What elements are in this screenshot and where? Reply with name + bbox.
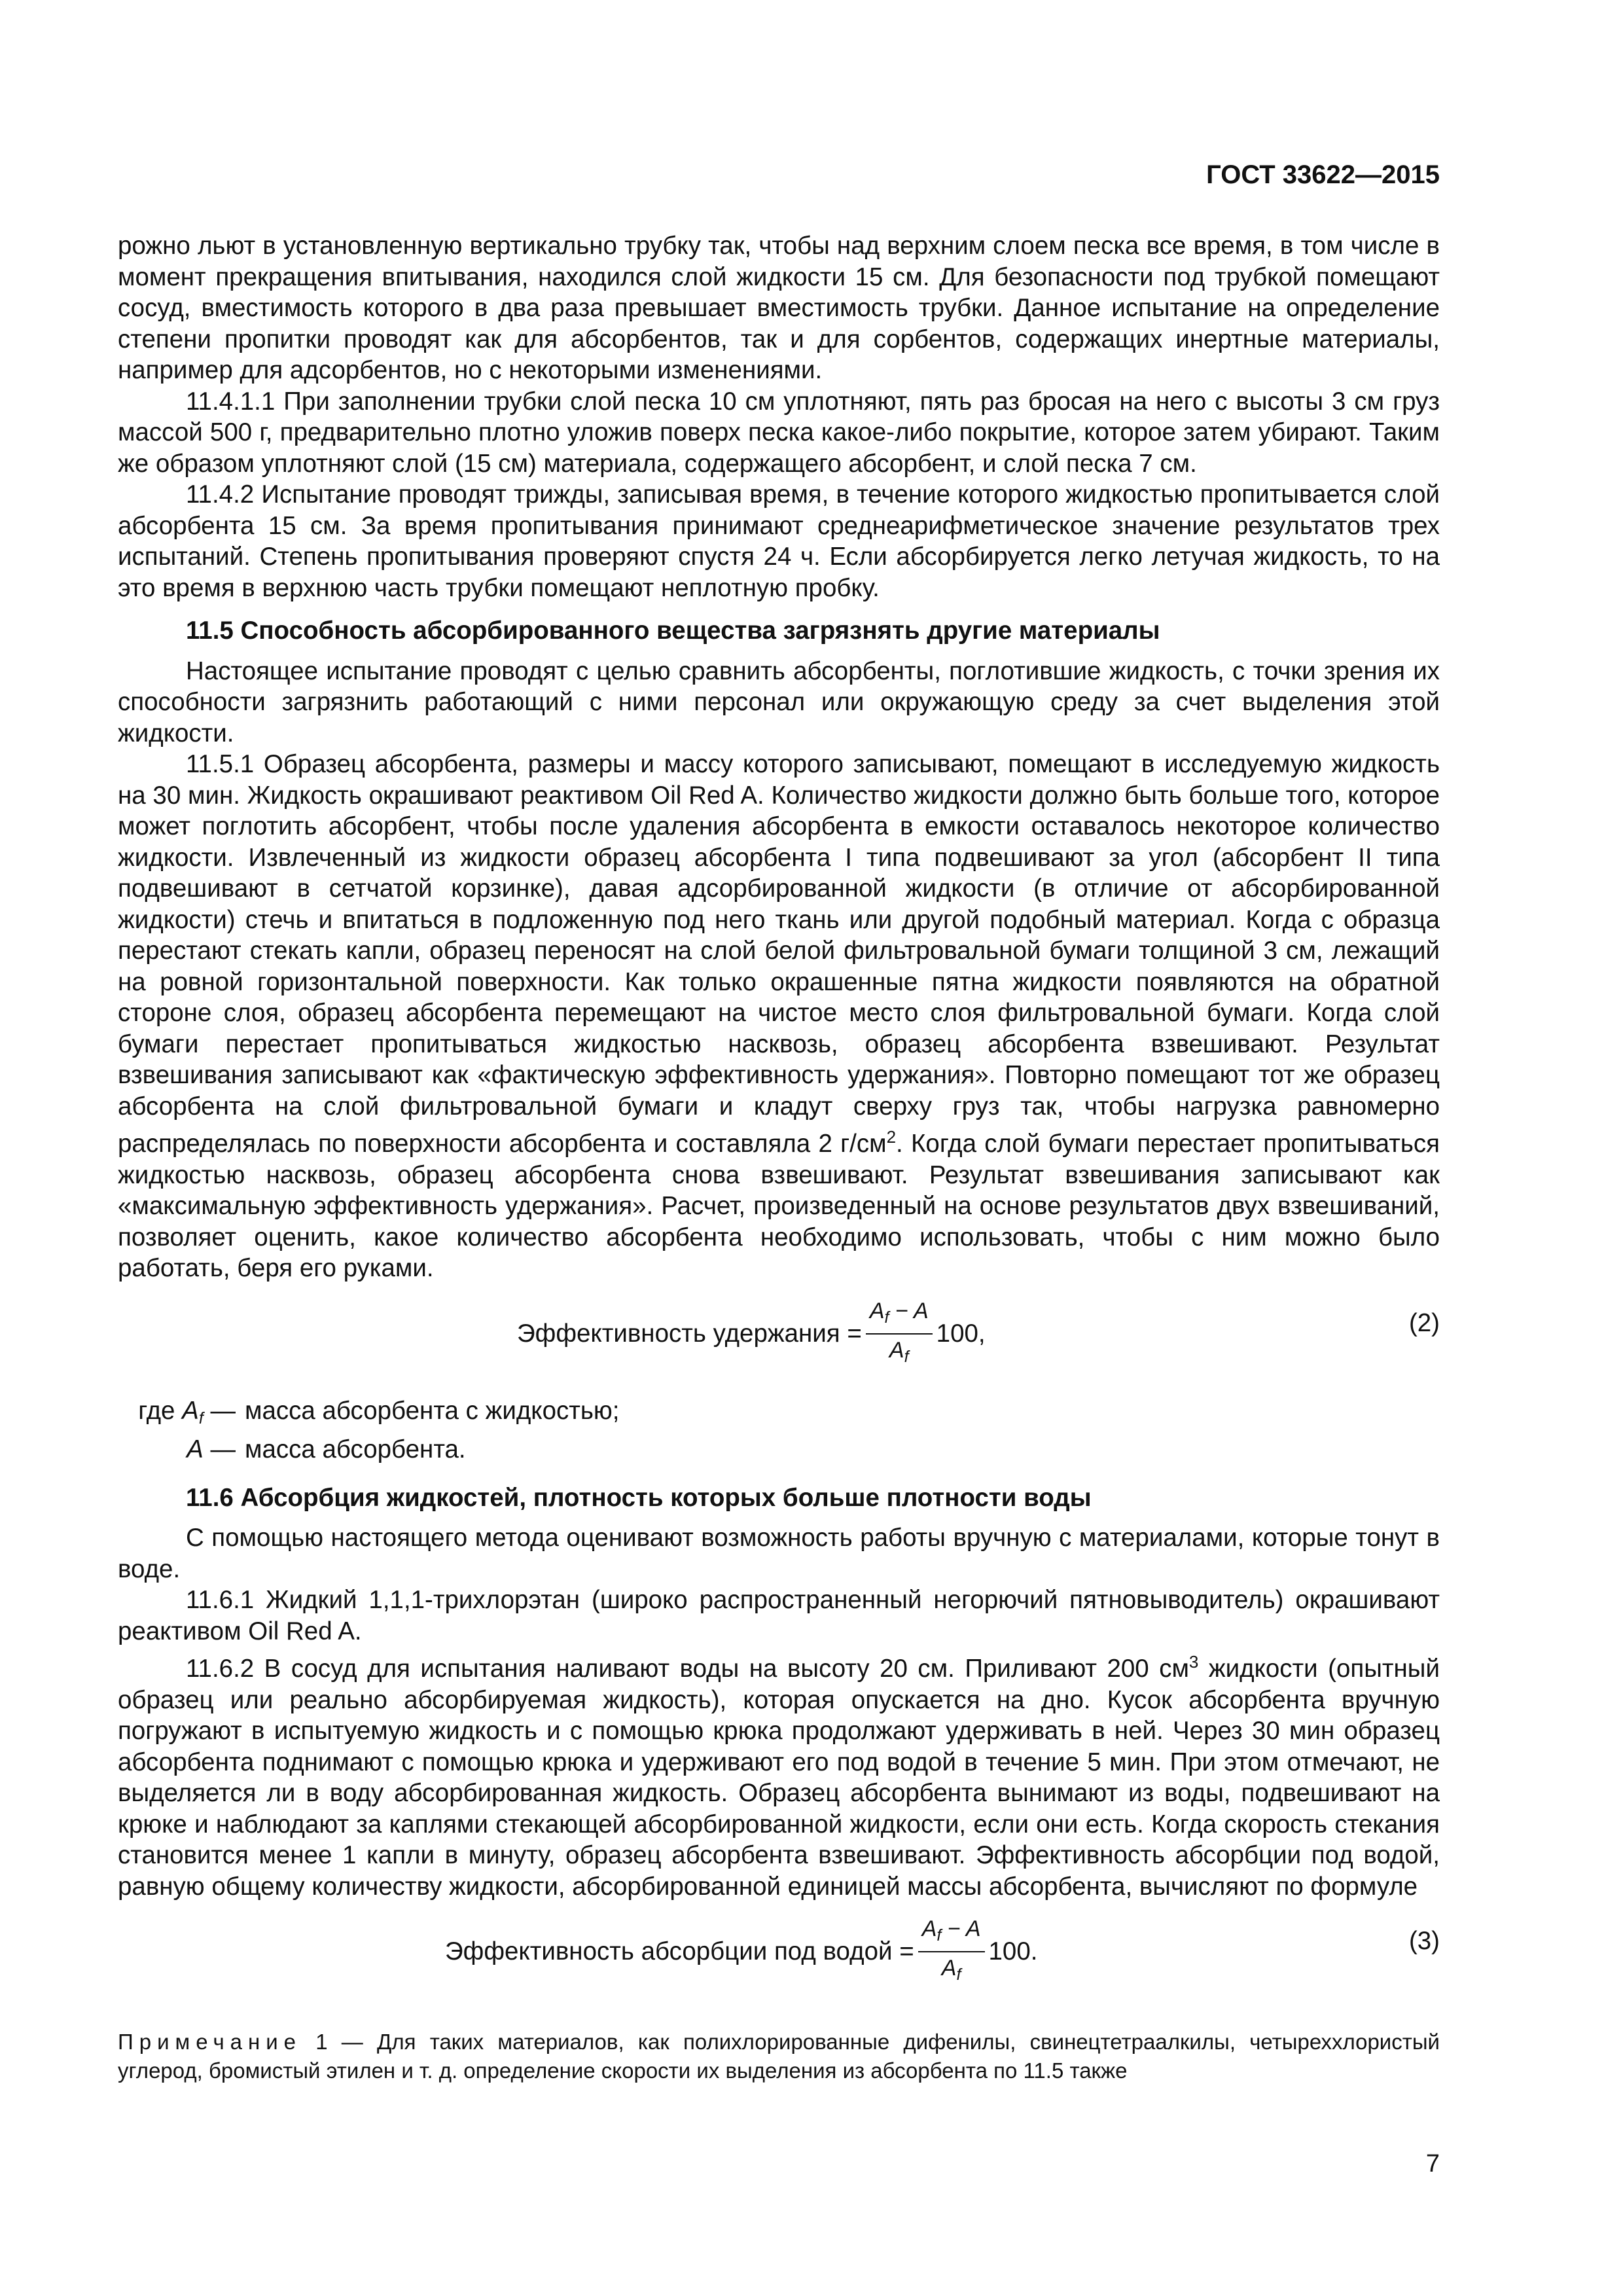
section-heading-11-5: 11.5 Способность абсорбированного вещества загрязнять другие материалы: [186, 617, 1160, 645]
paragraph-11-5-1: [118, 749, 1440, 1284]
formula-2-lhs: Эффективность удержания =: [517, 1319, 862, 1348]
formula-3-fraction: [918, 1916, 985, 1988]
denominator-symbol: A: [889, 1337, 904, 1363]
formula-3-lhs: Эффективность абсорбции под водой =: [445, 1937, 914, 1966]
paragraph-11-6-1: 11.6.1 Жидкий 1,1,1-трихлорэтан (широко распространенный негорючий пятновыводитель) окрашивают реактивом Oil Red A.: [118, 1586, 1440, 1645]
definition-text: масса абсорбента.: [245, 1435, 466, 1463]
formula-3-expression: [445, 1912, 1037, 1991]
numerator-symbol: A: [869, 1298, 885, 1323]
note-text: Для таких материалов, как полихлорированные дифенилы, свинецтетраалкилы, четыреххлористый углерод, бромистый этилен и т. д. определение скорости их выделения из абсорбента по 11.5 также: [118, 2030, 1440, 2083]
formula-3: [118, 1912, 1440, 2004]
definition-row: [118, 1434, 1440, 1465]
formula-3-number: (3): [1408, 1927, 1440, 1955]
denominator-symbol: A: [941, 1956, 957, 1981]
numerator-rest: − A: [889, 1298, 929, 1323]
definition-label: [118, 1395, 245, 1435]
document-number: ГОСТ 33622—2015: [1206, 160, 1440, 189]
definition-label: [118, 1434, 245, 1465]
formula-2: [118, 1295, 1440, 1386]
numerator-subscript: f: [936, 1926, 942, 1945]
paragraph-11-5: Настоящее испытание проводят с целью сравнить абсорбенты, поглотившие жидкость, с точки зрения их способности загрязнить работающий с ними персонал или окружающую среду за счет выделения этой жидкости.: [118, 656, 1440, 747]
formula-2-number: (2): [1408, 1308, 1440, 1337]
note-label: Примечание: [118, 2030, 302, 2054]
section-heading-11-6: 11.6 Абсорбция жидкостей, плотность которых больше плотности воды: [186, 1483, 1092, 1512]
formula-2-numerator: [866, 1298, 933, 1335]
dash: —: [203, 1435, 236, 1463]
paragraph-11-6: С помощью настоящего метода оценивают возможность работы вручную с материалами, которые тонут в воде.: [118, 1524, 1440, 1583]
paragraph-continuation: рожно льют в установленную вертикально трубку так, чтобы над верхним слоем песка все время, в том числе в момент прекращения впитывания, находился слой жидкости 15 см. Для безопасности под трубкой помещают сосуд, вместимость которого в два раза превышает вместимость трубки. Данное испытание на определение степени пропитки проводят как для абсорбентов, так и для сорбентов, содержащих инертные материалы, например для адсорбентов, но с некоторыми изменениями.: [118, 232, 1440, 384]
formula-2-denominator: [889, 1335, 909, 1370]
formula-2-expression: [517, 1295, 986, 1373]
paragraph-11-4-1-1: 11.4.1.1 При заполнении трубки слой песка 10 см уплотняют, пять раз бросая на него с высоты 3 см груз массой 500 г, предварительно плотно уложив поверх песка какое-либо покрытие, которое затем убирают. Таким же образом уплотняют слой (15 см) материала, содержащего абсорбент, и слой песка 7 см.: [118, 387, 1440, 478]
formula-3-numerator: [918, 1916, 985, 1952]
symbol: A: [182, 1396, 199, 1425]
document-body: [118, 230, 1440, 2107]
symbol-subscript: f: [198, 1408, 204, 1427]
paragraph-11-6-2-part-a: 11.6.2 В сосуд для испытания наливают воды на высоту 20 см. Приливают 200 см: [186, 1655, 1189, 1683]
variable-definitions: [118, 1395, 1440, 1465]
numerator-symbol: A: [921, 1916, 937, 1941]
formula-2-fraction: [866, 1298, 933, 1370]
numerator-subscript: f: [884, 1308, 889, 1327]
paragraph-11-4-2: 11.4.2 Испытание проводят трижды, записывая время, в течение которого жидкостью пропитывается слой абсорбента 15 см. За время пропитывания принимают среднеарифметическое значение результатов трех испытаний. Степень пропитывания проверяют спустя 24 ч. Если абсорбируется легко летучая жидкость, то на это время в верхнюю часть трубки помещают неплотную пробку.: [118, 480, 1440, 602]
dash: —: [203, 1396, 236, 1425]
paragraph-11-5-1-part-b: . Когда слой бумаги перестает пропитываться жидкостью насквозь, образец абсорбента снова взвешивают. Результат взвешивания записывают как «максимальную эффективность удержания». Расчет, произведенный на основе результатов двух взвешиваний, позволяет оценить, какое количество абсорбента необходимо использовать, чтобы с ним можно было работать, беря его руками.: [118, 1130, 1440, 1282]
symbol: A: [187, 1435, 204, 1463]
formula-2-tail: 100,: [936, 1319, 986, 1348]
formula-3-tail: 100.: [988, 1937, 1038, 1966]
page-number: 7: [1425, 2150, 1440, 2178]
definition-row: [118, 1395, 1440, 1435]
where-word: где: [138, 1396, 175, 1425]
superscript-2: 2: [886, 1127, 897, 1147]
denominator-subscript: f: [956, 1965, 961, 1984]
superscript-3: 3: [1188, 1652, 1199, 1672]
paragraph-11-6-2: [118, 1647, 1440, 1902]
numerator-rest: − A: [941, 1916, 981, 1941]
paragraph-11-5-1-part-a: 11.5.1 Образец абсорбента, размеры и массу которого записывают, помещают в исследуемую жидкость на 30 мин. Жидкость окрашивают реактивом Oil Red A. Количество жидкости должно быть больше того, которое может поглотить абсорбент, чтобы после удаления абсорбента в емкости оставалось некоторое количество жидкости. Извлеченный из жидкости образец абсорбента I типа подвешивают за угол (абсорбент II типа подвешивают в сетчатой корзинке), давая адсорбированной жидкости (в отличие от абсорбированной жидкости) стечь и впитаться в подложенную под него ткань или другой подобный материал. Когда с образца перестают стекать капли, образец переносят на слой белой фильтровальной бумаги толщиной 3 см, лежащий на ровной горизонтальной поверхности. Как только окрашенные пятна жидкости появляются на обратной стороне слоя, образец абсорбента перемещают на чистое место слоя фильтровальной бумаги. Когда слой бумаги перестает пропитываться жидкостью насквозь, образец абсорбента взвешивают. Результат взвешивания записывают как «фактическую эффективность удержания». Повторно помещают тот же образец абсорбента на слой фильтровальной бумаги и кладут сверху груз так, чтобы нагрузка равномерно распределялась по поверхности абсорбента и составляла 2 г/см: [118, 750, 1440, 1158]
note-1: [118, 2028, 1440, 2085]
denominator-subscript: f: [904, 1347, 909, 1366]
definition-text: масса абсорбента с жидкостью;: [245, 1396, 620, 1425]
formula-3-denominator: [942, 1952, 961, 1988]
note-number: 1 —: [302, 2030, 378, 2054]
paragraph-11-6-2-part-b: жидкости (опытный образец или реально абсорбируемая жидкость), которая опускается на дно. Кусок абсорбента вручную погружают в испытуемую жидкость и с помощью крюка продолжают удерживать в ней. Через 30 мин образец абсорбента поднимают с помощью крюка и удерживают его под водой в течение 5 мин. При этом отмечают, не выделяется ли в воду абсорбированная жидкость. Образец абсорбента вынимают из воды, подвешивают на крюке и наблюдают за каплями стекающей абсорбированной жидкости, если они есть. Когда скорость стекания становится менее 1 капли в минуту, образец абсорбента взвешивают. Эффективность абсорбции под водой, равную общему количеству жидкости, абсорбированной единицей массы абсорбента, вычисляют по формуле: [118, 1655, 1440, 1901]
